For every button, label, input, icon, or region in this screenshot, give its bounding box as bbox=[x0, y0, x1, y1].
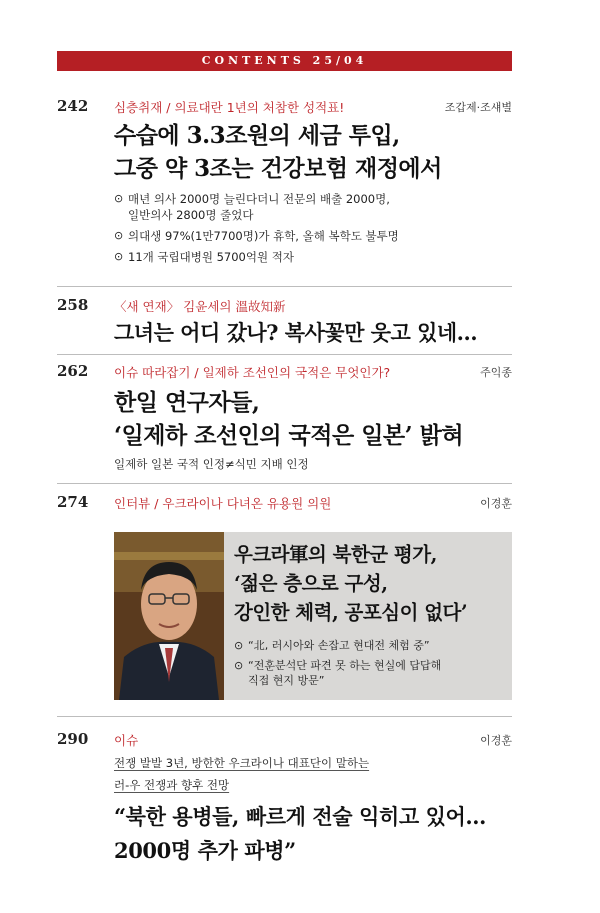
bullet-text: 의대생 97%(1만7700명)가 휴학, 올해 복학도 불투명 bbox=[128, 229, 399, 243]
page-number: 274 bbox=[57, 493, 89, 511]
bullet-icon: ⊙ bbox=[114, 250, 124, 263]
headline-line: 우크라軍의 북한군 평가, bbox=[234, 543, 437, 566]
article-headline: 그녀는 어디 갔나? 복사꽃만 웃고 있네… bbox=[114, 320, 478, 345]
article-bullets bbox=[114, 191, 399, 270]
portrait-image bbox=[114, 532, 224, 700]
article-subline: 일제하 일본 국적 인정≠식민 지배 인정 bbox=[114, 457, 309, 471]
divider bbox=[57, 354, 512, 355]
bullet-text: “전훈분석단 파견 못 하는 현실에 답답해 bbox=[248, 659, 442, 672]
bullet-text: “北, 러시아와 손잡고 현대전 체험 중” bbox=[248, 639, 430, 652]
headline-line: 수습에 3.3조원의 세금 투입, bbox=[114, 122, 400, 149]
article-258[interactable] bbox=[57, 296, 512, 350]
headline-line: 2000명 추가 파병” bbox=[114, 838, 296, 863]
article-author: 이경훈 bbox=[480, 497, 512, 510]
page-number: 290 bbox=[57, 730, 89, 748]
page-number: 242 bbox=[57, 97, 89, 115]
bullet-item bbox=[114, 191, 399, 223]
bullet-item bbox=[114, 249, 399, 265]
article-kicker: 이슈 bbox=[114, 733, 139, 748]
article-headline bbox=[114, 119, 442, 185]
article-headline bbox=[114, 800, 486, 868]
bullet-item bbox=[234, 658, 441, 688]
bullet-item bbox=[114, 228, 399, 244]
article-kicker: 심층취재 / 의료대란 1년의 처참한 성적표! bbox=[114, 100, 345, 115]
article-242[interactable] bbox=[57, 97, 512, 287]
article-290[interactable] bbox=[57, 730, 512, 880]
page-number: 262 bbox=[57, 362, 89, 380]
bullet-text: 11개 국립대병원 5700억원 적자 bbox=[128, 250, 294, 264]
article-headline bbox=[114, 386, 463, 452]
headline-line: ‘젊은 층으로 구성, bbox=[234, 572, 388, 595]
article-headline bbox=[234, 540, 467, 627]
article-262[interactable] bbox=[57, 362, 512, 477]
deck-line: 러-우 전쟁과 향후 전망 bbox=[114, 778, 230, 792]
article-274-header[interactable] bbox=[57, 493, 512, 515]
article-bullets bbox=[234, 638, 441, 693]
article-kicker: 인터뷰 / 우크라이나 다녀온 유용원 의원 bbox=[114, 496, 332, 511]
bullet-icon: ⊙ bbox=[114, 229, 124, 242]
headline-line: 그중 약 3조는 건강보험 재정에서 bbox=[114, 155, 442, 182]
headline-line: “북한 용병들, 빠르게 전술 익히고 있어… bbox=[114, 804, 487, 829]
article-author: 주익종 bbox=[480, 366, 512, 379]
bullet-icon: ⊙ bbox=[234, 659, 244, 672]
article-author: 조갑제·조섀별 bbox=[444, 101, 512, 114]
feature-box bbox=[114, 532, 512, 700]
headline-line: 한일 연구자들, bbox=[114, 389, 260, 416]
article-author: 이경훈 bbox=[480, 734, 512, 747]
divider bbox=[57, 483, 512, 484]
page-number: 258 bbox=[57, 296, 89, 314]
contents-header: CONTENTS 25/04 bbox=[57, 51, 512, 71]
bullet-text: 매년 의사 2000명 늘린다더니 전문의 배출 2000명, bbox=[128, 192, 390, 206]
bullet-text: 일반의사 2800명 줄었다 bbox=[128, 208, 254, 222]
interviewee-photo bbox=[114, 532, 224, 700]
bullet-icon: ⊙ bbox=[114, 192, 124, 205]
deck-line: 전쟁 발발 3년, 방한한 우크라이나 대표단이 말하는 bbox=[114, 756, 370, 770]
article-274[interactable] bbox=[57, 532, 512, 700]
article-deck bbox=[114, 752, 369, 796]
article-kicker: 이슈 따라잡기 / 일제하 조선인의 국적은 무엇인가? bbox=[114, 365, 391, 380]
divider bbox=[57, 716, 512, 717]
headline-line: ‘일제하 조선인의 국적은 일본’ 밝혀 bbox=[114, 422, 464, 449]
bullet-icon: ⊙ bbox=[234, 639, 244, 652]
bullet-text: 직접 현지 방문” bbox=[248, 674, 325, 687]
headline-line: 강인한 체력, 공포심이 없다’ bbox=[234, 601, 468, 624]
divider bbox=[57, 286, 512, 287]
bullet-item bbox=[234, 638, 441, 653]
article-kicker: 〈새 연재〉 김윤세의 溫故知新 bbox=[114, 299, 286, 314]
